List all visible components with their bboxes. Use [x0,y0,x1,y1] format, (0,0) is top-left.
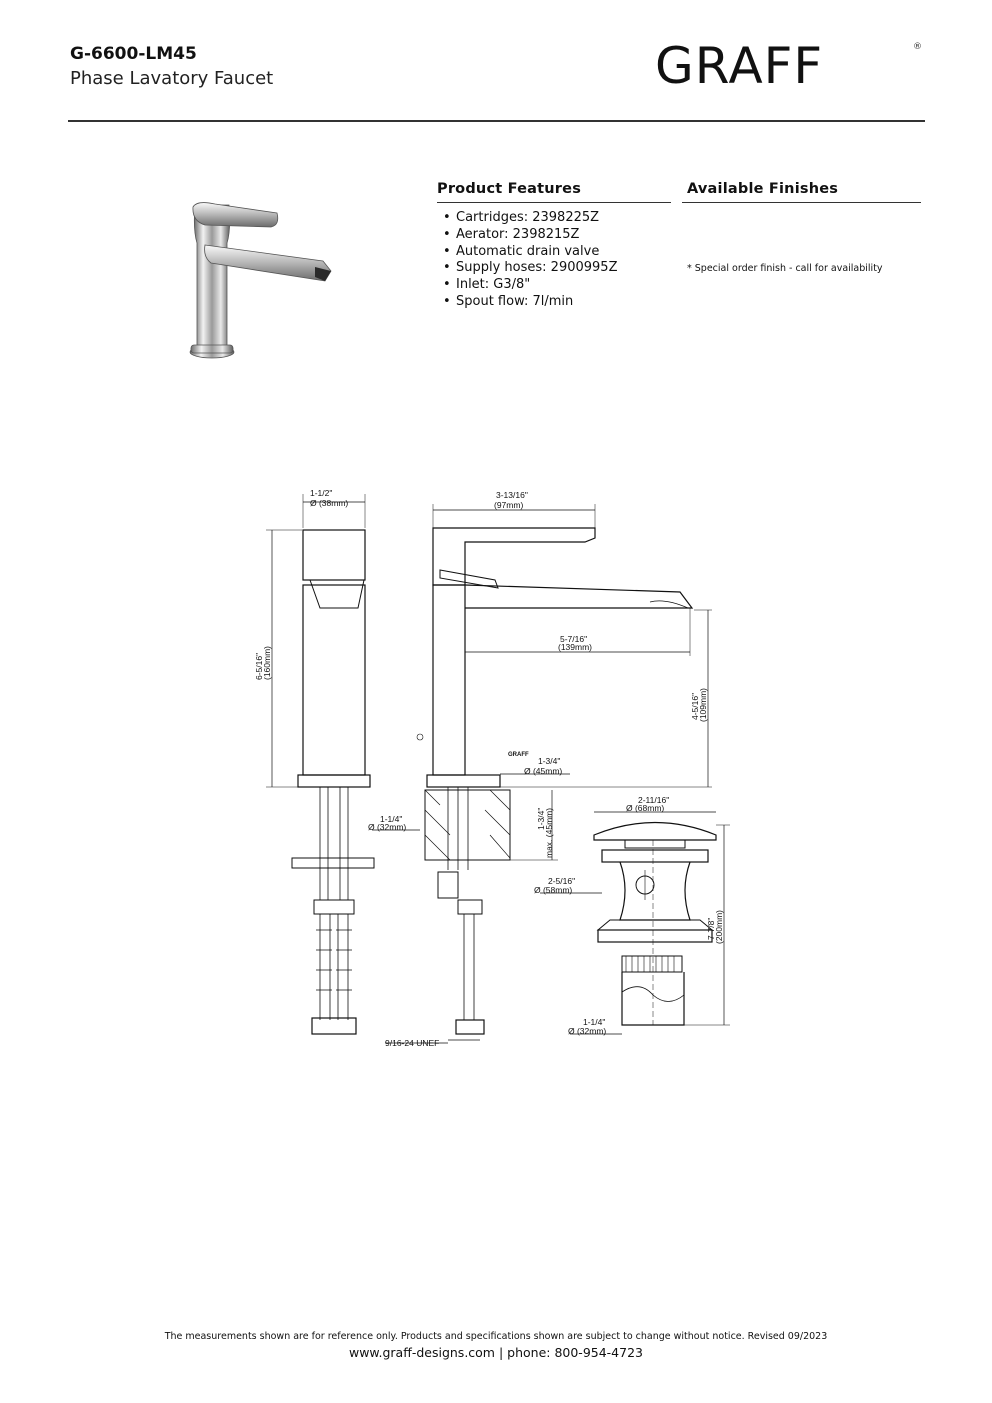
side-width-mm: Ø (38mm) [310,498,349,508]
side-width-in: 1-1/2" [310,488,333,498]
height-in: 6-5/16" [254,652,264,680]
product-name: Phase Lavatory Faucet [70,68,274,89]
product-features-section [437,181,671,311]
special-order-note: * Special order finish - call for availability [687,263,883,274]
shank-mm: Ø (32mm) [368,822,407,832]
product-features-title: Product Features [437,181,671,203]
feature-item: • Spout flow: 7l/min [437,294,671,311]
drain-tail-mm: Ø (32mm) [568,1026,607,1036]
drain-tail-in: 1-1/4" [583,1017,606,1027]
plug-body-in: 2-5/16" [548,876,576,886]
depth-mm: (97mm) [494,500,524,510]
shank-in: 1-1/4" [380,814,403,824]
faucet-product-image [175,195,345,370]
logo-wordmark: GRAFF [655,37,824,95]
drain-height-mm: (200mm) [714,909,724,944]
feature-item: • Aerator: 2398215Z [437,227,671,244]
disclaimer: The measurements shown are for reference only. Products and specifications shown are subject to change without notice. Revised 09/2023 [164,1331,828,1342]
side-view [266,494,420,1034]
header-divider [68,120,925,122]
thread-spec: 9/16-24 UNEF [385,1038,440,1048]
height-mm: (160mm) [262,645,272,680]
base-diameter-mm: Ø (45mm) [524,766,563,776]
reach-in: 5-7/16" [560,634,588,644]
depth-in: 3-13/16" [496,490,528,500]
technical-drawing [240,480,740,1060]
graff-logo [655,37,925,95]
feature-item: • Inlet: G3/8" [437,277,671,294]
available-finishes-section [687,181,921,274]
drain-height-in: 7-7/8" [706,917,716,940]
contact-info: www.graff-designs.com | phone: 800-954-4723 [348,1345,643,1360]
plug-body-mm: Ø (58mm) [534,885,573,895]
spout-height-in: 4-5/16" [690,692,700,720]
feature-list [437,210,671,311]
base-brand-mark: GRAFF [508,752,529,758]
spout-height-mm: (109mm) [698,687,708,722]
feature-item: • Cartridges: 2398225Z [437,210,671,227]
model-number: G-6600-LM45 [70,44,197,64]
deck-thickness-in: 1-3/4" [536,807,546,830]
plug-top-in: 2-11/16" [638,795,670,805]
feature-item: • Automatic drain valve [437,244,671,261]
feature-item: • Supply hoses: 2900995Z [437,260,671,277]
base-diameter-in: 1-3/4" [538,756,561,766]
drain-view [540,812,730,1034]
deck-thickness-mm: max. (45mm) [544,807,554,858]
reach-mm: (139mm) [558,642,593,652]
available-finishes-title: Available Finishes [682,181,921,203]
registered-mark: ® [913,42,922,52]
plug-top-mm: Ø (68mm) [626,803,665,813]
